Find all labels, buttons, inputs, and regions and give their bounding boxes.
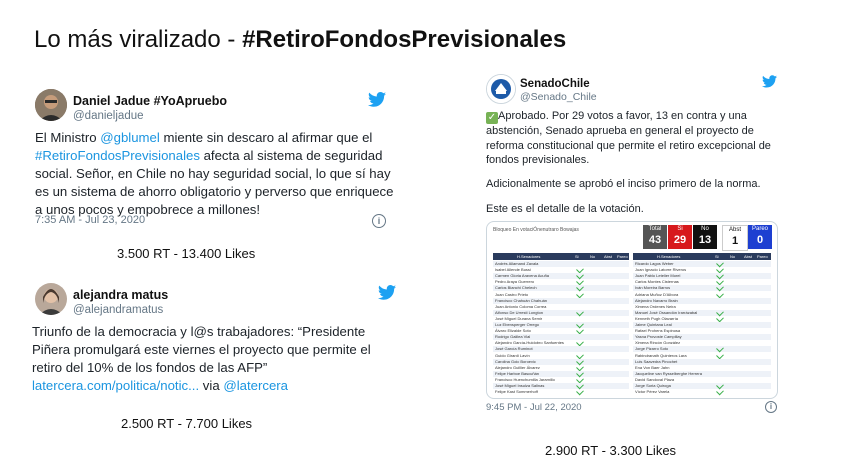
mention-link[interactable]: @latercera xyxy=(223,378,289,393)
table-row xyxy=(493,389,629,395)
table-row xyxy=(633,334,771,340)
senator-name: Adriana Muñoz D'Albora xyxy=(635,291,679,297)
page-title xyxy=(34,26,566,54)
senator-name: Ximena Ordenes Neira xyxy=(635,303,676,309)
senator-name: José García Ruminot xyxy=(495,346,533,352)
senator-name: Carolina Goic Boroevic xyxy=(495,358,536,364)
table-column-header: Pareo xyxy=(617,254,628,259)
avatar-senado[interactable] xyxy=(486,74,516,104)
senator-name: Felipe Harboe Bascuñán xyxy=(495,370,540,376)
table-row xyxy=(493,322,629,328)
table-row xyxy=(493,340,629,346)
table-row xyxy=(633,310,771,316)
tweet-author-handle[interactable]: @Senado_Chile xyxy=(520,91,597,103)
senator-name: Kenneth Pugh Olavarría xyxy=(635,315,678,321)
vote-box-value: 29 xyxy=(673,234,687,246)
table-row xyxy=(633,322,771,328)
table-row xyxy=(633,285,771,291)
table-column-header: H.Senadores xyxy=(517,254,541,259)
table-column-header: No xyxy=(590,254,596,259)
tweet-author-name[interactable]: SenadoChile xyxy=(520,78,590,90)
table-row xyxy=(633,365,771,371)
senator-name: Rabindranath Quinteros Lara xyxy=(635,352,687,358)
table-row xyxy=(633,371,771,377)
vote-box-value: 1 xyxy=(731,235,739,247)
table-row xyxy=(633,316,771,322)
tweet-stats: 2.500 RT - 7.700 Likes xyxy=(121,416,253,431)
table-column-header: Si xyxy=(715,254,719,259)
table-row xyxy=(493,285,629,291)
table-row xyxy=(633,346,771,352)
twitter-bird-icon[interactable] xyxy=(378,285,396,300)
table-row xyxy=(633,359,771,365)
table-column-header: H.Senadores xyxy=(657,254,681,259)
tweet-timestamp[interactable]: 9:45 PM - Jul 22, 2020 xyxy=(486,402,582,413)
vote-box-label: No xyxy=(701,226,709,232)
vote-box-value: 43 xyxy=(648,234,662,246)
tweet-card-jadue[interactable] xyxy=(30,84,402,234)
page-title-prefix: Lo más viralizado - xyxy=(34,26,243,53)
page-title-hashtag: #RetiroFondosPrevisionales xyxy=(242,26,567,53)
table-row xyxy=(493,267,629,273)
table-column-header: Si xyxy=(575,254,579,259)
senator-name: Francisco Huenchumilla Jaramillo xyxy=(495,376,555,382)
avatar-jadue[interactable] xyxy=(35,89,67,121)
table-row xyxy=(493,353,629,359)
table-row xyxy=(493,334,629,340)
table-row xyxy=(633,328,771,334)
senator-name: Ena Von Baer Jahn xyxy=(635,364,670,370)
tweet-text xyxy=(35,129,397,219)
table-row xyxy=(493,261,629,267)
senator-name: David Sandoval Plaza xyxy=(635,376,675,382)
table-row xyxy=(493,310,629,316)
senator-name: Alejandro Guillier Álvarez xyxy=(495,364,540,370)
table-row xyxy=(633,261,771,267)
tweet-timestamp[interactable]: 7:35 AM - Jul 23, 2020 xyxy=(35,214,146,226)
vote-box-abst xyxy=(722,225,748,251)
tweet-text-part: afecta al sistema de seguridad social. Señor, en Chile no hay seguridad social, lo que sí hay es un sistema de ahorro obligatorio y perverso que enriquece a unos pocos y empobrece a millones! xyxy=(35,148,394,217)
table-row xyxy=(633,267,771,273)
tweet-text xyxy=(32,323,400,395)
senator-name: Andrés Allamand Zavala xyxy=(495,261,539,266)
table-row xyxy=(493,279,629,285)
table-row xyxy=(493,371,629,377)
table-row xyxy=(633,273,771,279)
avatar-matus[interactable] xyxy=(35,283,67,315)
tweet-paragraph: Este es el detalle de la votación. xyxy=(486,203,644,215)
info-icon[interactable]: i xyxy=(372,214,386,228)
tweet-author-name[interactable]: alejandra matus xyxy=(73,288,169,302)
senator-name: Alejandro Navarro Brain xyxy=(635,297,678,303)
tweet-text xyxy=(486,109,778,168)
senator-name: Jorge Pizarro Soto xyxy=(635,346,669,352)
table-row xyxy=(493,346,629,352)
vote-box-label: Pareo xyxy=(751,226,768,232)
table-row xyxy=(493,365,629,371)
vote-box-si xyxy=(668,225,692,249)
vote-box-label: Abst xyxy=(728,227,741,233)
senator-name: Carlos Bianchi Chelech xyxy=(495,285,537,291)
table-row xyxy=(633,389,771,395)
tweet-text-part: Triunfo de la democracia y l@s trabajadores: “Presidente Piñera promulgará este viernes el proyecto que permite el retiro del 10% de los fondos de las AFP” xyxy=(32,324,371,375)
table-column-header: No xyxy=(730,254,736,259)
info-icon[interactable]: i xyxy=(765,401,777,413)
vote-check-icon xyxy=(576,388,584,396)
senator-name: Rodrigo Galilea Vial xyxy=(495,334,531,340)
vote-detail-image[interactable] xyxy=(486,221,778,399)
senator-name: Francisco Chahuán Chahuán xyxy=(495,297,548,303)
table-row xyxy=(493,316,629,322)
table-row xyxy=(493,377,629,383)
senator-name: Jorge Soria Quiroga xyxy=(635,383,671,388)
senator-name: Isabel Allende Bussi xyxy=(495,267,531,273)
table-row xyxy=(633,383,771,389)
tweet-stats: 2.900 RT - 3.300 Likes xyxy=(545,443,677,458)
table-row xyxy=(633,377,771,383)
vote-box-total xyxy=(643,225,667,249)
senator-name: Juan Pablo Letelier Morel xyxy=(635,273,681,279)
senator-name: Yasna Provoste Campillay xyxy=(635,334,682,340)
table-row xyxy=(493,383,629,389)
twitter-bird-icon[interactable] xyxy=(368,92,386,107)
tweet-paragraph: Adicionalmente se aprobó el inciso primero de la norma. xyxy=(486,178,761,190)
table-row xyxy=(633,340,771,346)
senator-name: Guido Girardi Lavín xyxy=(495,352,530,358)
senator-name: Ricardo Lagos Weber xyxy=(635,261,674,266)
vote-box-label: Total xyxy=(648,226,662,232)
senator-name: Pedro Araya Guerrero xyxy=(495,279,535,285)
senator-name: Alfonso De Urresti Longton xyxy=(495,309,544,315)
senator-name: Alejandro García-Huidobro Sanfuentes xyxy=(495,340,564,346)
table-row xyxy=(633,279,771,285)
table-row xyxy=(493,359,629,365)
senator-name: Luz Ebensperger Orrego xyxy=(495,322,540,327)
vote-box-pareo xyxy=(748,225,772,249)
vote-box-value: 13 xyxy=(698,234,712,246)
tweet-text-part: via xyxy=(199,378,224,393)
check-icon: ✓ xyxy=(487,112,497,123)
vote-box-label: Si xyxy=(677,226,683,232)
tweet-card-matus[interactable] xyxy=(30,280,402,400)
vote-box-value: 0 xyxy=(756,234,764,246)
senator-name: Felipe Kast Sommerhoff xyxy=(495,389,538,395)
table-row xyxy=(633,304,771,310)
senator-name: Jaime Quintana Leal xyxy=(635,322,672,327)
tweet-stats: 3.500 RT - 13.400 Likes xyxy=(117,246,256,261)
table-column-header: Abst xyxy=(744,254,753,259)
table-row xyxy=(493,304,629,310)
tweet-text-part: El Ministro xyxy=(35,130,101,145)
twitter-bird-icon[interactable] xyxy=(762,75,777,88)
tweet-author-handle[interactable]: @danieljadue xyxy=(73,110,144,122)
table-column-header: Pareo xyxy=(757,254,768,259)
article-link[interactable]: latercera.com/politica/notic... xyxy=(32,378,200,393)
senator-name: Álvaro Elizalde Soto xyxy=(495,328,531,334)
table-row xyxy=(633,298,771,304)
senator-name: Ximena Rincón González xyxy=(635,340,681,346)
tweet-author-name[interactable]: Daniel Jadue #YoApruebo xyxy=(73,94,227,108)
vote-header-text: Bloqueo En votaciÓnenutraro Bowajas xyxy=(493,227,579,233)
senator-name: José Miguel Insulza Salinas xyxy=(495,383,545,388)
senator-name: Juan Ignacio Latorre Riveros xyxy=(635,267,687,273)
vote-box-no xyxy=(693,225,717,249)
senator-name: Jacqueline van Rysselberghe Herrera xyxy=(635,370,702,376)
senator-name: Víctor Pérez Varela xyxy=(635,389,670,395)
senator-name: Rafael Prohens Espinosa xyxy=(635,328,681,334)
senator-name: Iván Moreira Barros xyxy=(635,285,671,291)
tweet-text-part: miente sin descaro al afirmar que el xyxy=(159,130,373,145)
table-row xyxy=(633,353,771,359)
senator-name: Carlos Montes Cisternas xyxy=(635,279,679,285)
senator-name: Luis Saavedra Pinochet xyxy=(635,358,678,364)
senator-name: Manuel José Ossandón Irarrázabal xyxy=(635,309,698,315)
tweet-author-handle[interactable]: @alejandramatus xyxy=(73,304,164,316)
tweet-paragraph: Aprobado. Por 29 votos a favor, 13 en contra y una abstención, Senado aprueba en general el proyecto de reforma constitucional que permite el retiro excepcional de fondos previsionales. xyxy=(486,110,771,166)
table-column-header: Abst xyxy=(604,254,613,259)
senator-name: Juan Castro Prieto xyxy=(495,291,529,297)
table-row xyxy=(493,292,629,298)
senator-name: Juan Antonio Coloma Correa xyxy=(495,303,547,309)
senator-name: José Miguel Durana Semir xyxy=(495,315,543,321)
table-row xyxy=(493,328,629,334)
senator-name: Carmen Gloria Aravena Acuña xyxy=(495,273,550,279)
hashtag-link[interactable]: #RetiroFondosPrevisionales xyxy=(35,148,200,163)
mention-link[interactable]: @gblumel xyxy=(100,130,160,145)
table-row xyxy=(493,298,629,304)
table-row xyxy=(633,292,771,298)
table-row xyxy=(493,273,629,279)
vote-check-icon xyxy=(716,388,724,396)
